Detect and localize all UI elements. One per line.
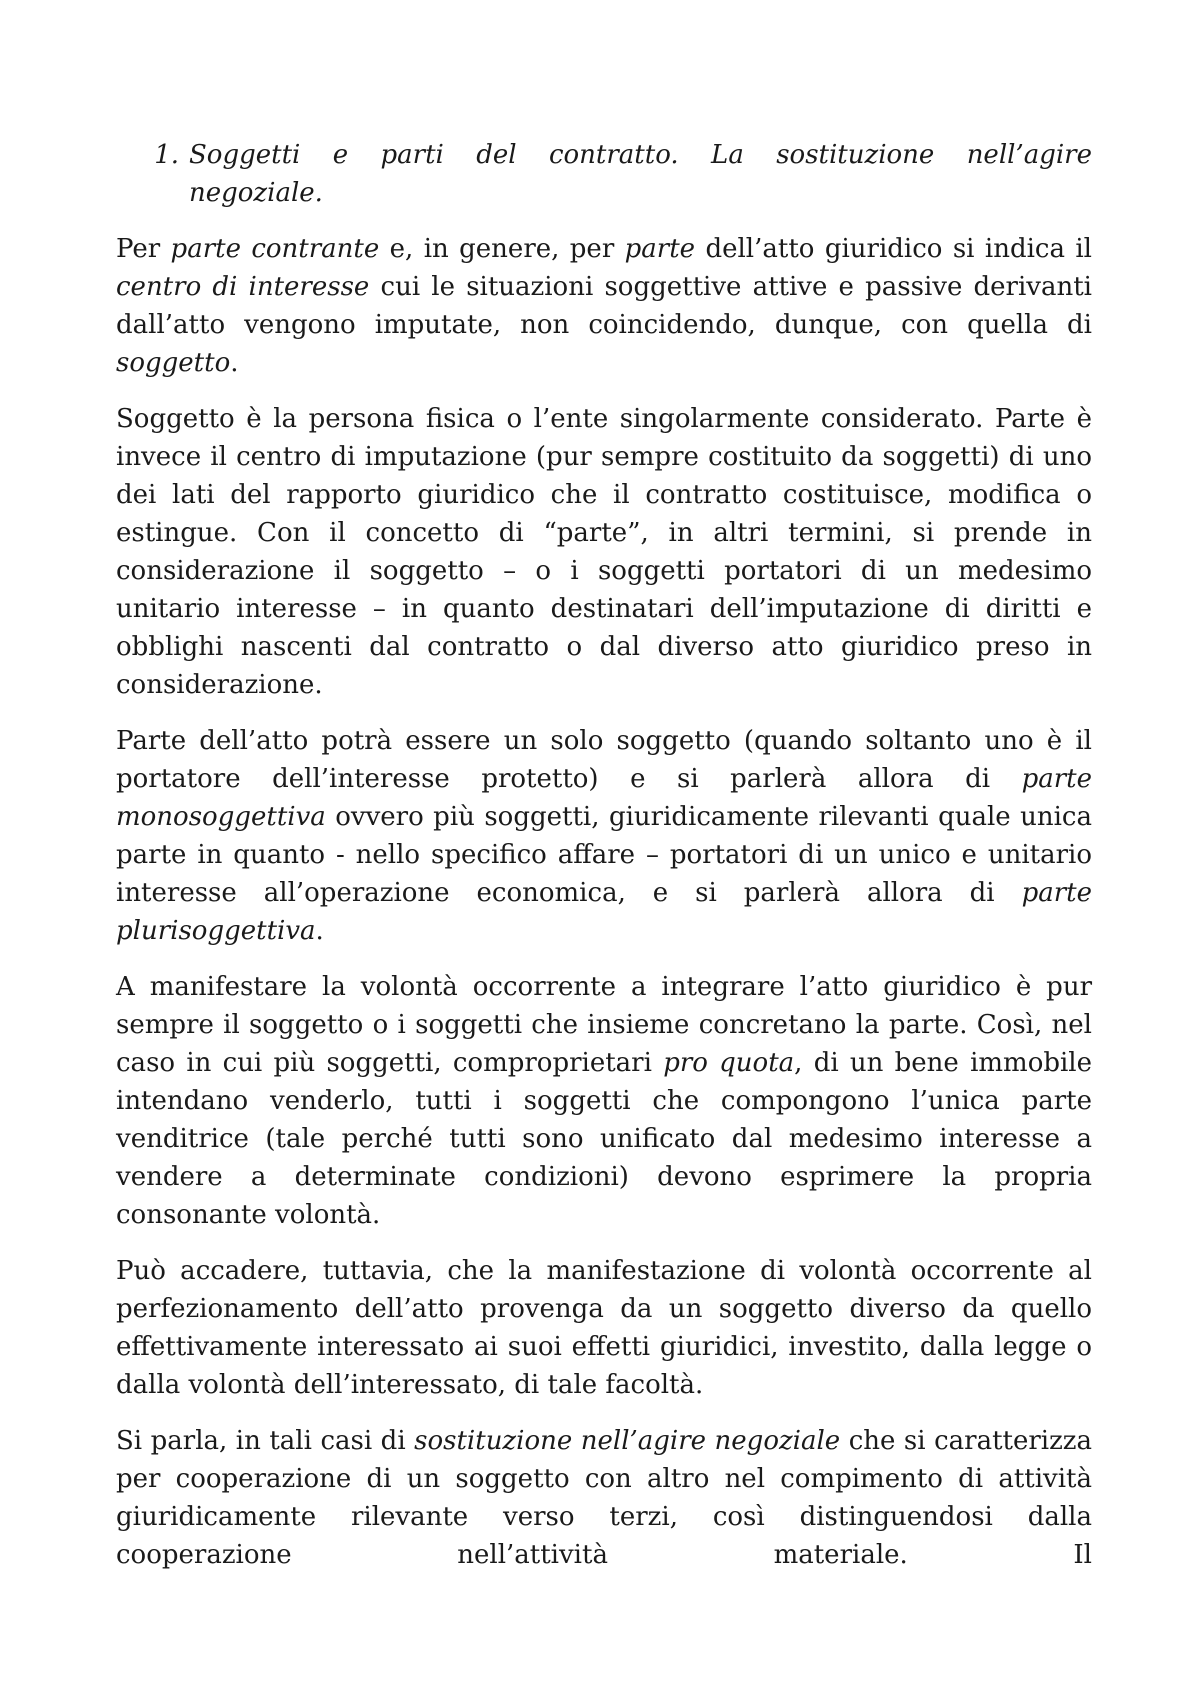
- paragraph: [116, 1252, 1092, 1404]
- section-heading: [116, 136, 1092, 212]
- italic-text-run: parte plurisoggettiva: [116, 878, 1092, 946]
- section-title: Soggetti e parti del contratto. La sostituzione nell’agire negoziale.: [189, 140, 1092, 208]
- document-page: [116, 136, 1092, 1592]
- text-run: , di un bene immobile intendano venderlo, tutti i soggetti che compongono l’unica parte venditrice (tale perché tutti sono unificato dal medesimo interesse a vendere a determinate condizioni) devono esprimere la propria consonante volontà.: [116, 1048, 1093, 1230]
- text-run: e, in genere, per: [379, 234, 625, 264]
- text-run: Soggetto è la persona fisica o l’ente singolarmente considerato. Parte è invece il centro di imputazione (pur sempre costituito da soggetti) di uno dei lati del rapporto giuridico che il contratto costituisce, modifica o estingue. Con il concetto di “parte”, in altri termini, si prende in considerazione il soggetto – o i soggetti portatori di un medesimo unitario interesse – in quanto destinatari dell’imputazione di diritti e obblighi nascenti dal contratto o dal diverso atto giuridico preso in considerazione.: [116, 404, 1092, 700]
- text-run: ovvero più soggetti, giuridicamente rilevanti quale unica parte in quanto - nello specifico affare – portatori di un unico e unitario interesse all’operazione economica, e si parlerà allora di: [116, 802, 1092, 908]
- paragraph: [116, 230, 1092, 382]
- italic-text-run: centro di interesse: [116, 272, 370, 302]
- paragraph: [116, 1422, 1092, 1574]
- italic-text-run: soggetto: [116, 348, 231, 378]
- section-number: 1.: [154, 140, 179, 170]
- paragraph: [116, 722, 1092, 950]
- body-text: [116, 230, 1092, 1574]
- paragraph: [116, 968, 1092, 1234]
- italic-text-run: pro quota: [663, 1048, 795, 1078]
- text-run: Può accadere, tuttavia, che la manifestazione di volontà occorrente al perfezionamento dell’atto provenga da un soggetto diverso da quello effettivamente interessato ai suoi effetti giuridici, investito, dalla legge o dalla volontà dell’interessato, di tale facoltà.: [116, 1256, 1092, 1400]
- italic-text-run: parte: [624, 234, 696, 264]
- paragraph: [116, 400, 1092, 704]
- italic-text-run: parte contrante: [170, 234, 380, 264]
- text-run: Parte dell’atto potrà essere un solo soggetto (quando soltanto uno è il portatore dell’interesse protetto) e si parlerà allora di: [116, 726, 1092, 794]
- text-run: A manifestare la volontà occorrente a integrare l’atto giuridico è pur sempre il soggetto o i soggetti che insieme concretano la parte. Così, nel caso in cui più soggetti, comproprietari: [116, 972, 1092, 1078]
- text-run: cui le situazioni soggettive attive e passive derivanti dall’atto vengono imputate, non coincidendo, dunque, con quella di: [116, 272, 1092, 340]
- text-run: che si caratterizza per cooperazione di un soggetto con altro nel compimento di attività giuridicamente rilevante verso terzi, così distinguendosi dalla cooperazione nell’attività materiale. Il: [116, 1426, 1092, 1570]
- italic-text-run: parte monosoggettiva: [116, 764, 1092, 832]
- italic-text-run: sostituzione nell’agire negoziale: [414, 1426, 841, 1456]
- text-run: Per: [116, 234, 171, 264]
- text-run: .: [230, 348, 239, 378]
- text-run: dell’atto giuridico si indica il: [695, 234, 1092, 264]
- text-run: Si parla, in tali casi di: [116, 1426, 415, 1456]
- text-run: .: [315, 916, 324, 946]
